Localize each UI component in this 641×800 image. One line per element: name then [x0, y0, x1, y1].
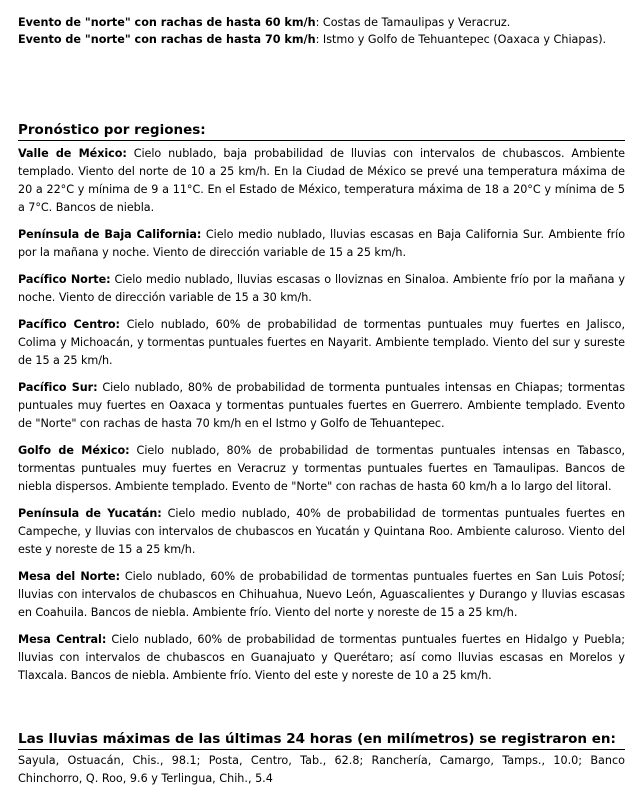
alert-line [18, 31, 625, 48]
region-pacifico-norte [18, 271, 625, 307]
forecast-document [18, 14, 625, 788]
alert-text: : Istmo y Golfo de Tehuantepec (Oaxaca y Chiapas). [315, 33, 607, 46]
region-name: Pacífico Centro: [18, 318, 120, 331]
region-name: Península de Yucatán: [18, 507, 162, 520]
region-text: Cielo nublado, baja probabilidad de lluvias con intervalos de chubascos. Ambiente templado. Viento del norte de 10 a 25 km/h. En la Ciudad de México se prevé una temperatura máxima de 20 a 22°C y mínima de 9 a 11°C. En el Estado de México, temperatura máxima de 18 a 20°C y mínima de 5 a 7°C. Bancos de niebla. [18, 147, 625, 214]
alert-text: : Costas de Tamaulipas y Veracruz. [315, 16, 511, 29]
region-pacifico-sur [18, 379, 625, 433]
region-name: Península de Baja California: [18, 228, 202, 241]
region-mesa-del-norte [18, 568, 625, 622]
alert-line [18, 14, 625, 31]
region-text: Cielo nublado, 80% de probabilidad de tormenta puntuales intensas en Chiapas; tormentas puntuales muy fuertes en Oaxaca y tormentas puntuales fuertes en Guerrero. Ambiente templado. Evento de "Norte" con rachas de hasta 70 km/h en el Istmo y Golfo de Tehuantepec. [18, 381, 625, 430]
region-text: Cielo nublado, 60% de probabilidad de tormentas puntuales fuertes en San Luis Potosí; lluvias con intervalos de chubascos en Chihuahua, Nuevo León, Aguascalientes y Durango y lluvias escasas en Coahuila. Bancos de niebla. Ambiente frío. Viento del norte y noreste de 15 a 25 km/h. [18, 570, 625, 619]
region-mesa-central [18, 631, 625, 685]
region-text: Cielo nublado, 60% de probabilidad de tormentas puntuales muy fuertes en Jalisco, Colima y Michoacán, y tormentas puntuales fuertes en Nayarit. Ambiente templado. Viento del sur y sureste de 15 a 25 km/h. [18, 318, 625, 367]
region-peninsula-de-yucatan [18, 505, 625, 559]
rainfall-records: Sayula, Ostuacán, Chis., 98.1; Posta, Centro, Tab., 62.8; Ranchería, Camargo, Tamps., 10.0; Banco Chinchorro, Q. Roo, 9.6 y Terlingua, Chih., 5.4 [18, 754, 625, 785]
region-name: Mesa del Norte: [18, 570, 121, 583]
region-name: Mesa Central: [18, 633, 107, 646]
region-valle-de-mexico [18, 145, 625, 217]
region-name: Golfo de México: [18, 444, 130, 457]
region-name: Valle de México: [18, 147, 127, 160]
region-golfo-de-mexico [18, 442, 625, 496]
region-name: Pacífico Sur: [18, 381, 98, 394]
region-name: Pacífico Norte: [18, 273, 111, 286]
section-title-max-rainfall: Las lluvias máximas de las últimas 24 horas (en milímetros) se registraron en: [18, 730, 625, 750]
region-text: Cielo nublado, 60% de probabilidad de tormentas puntuales fuertes en Hidalgo y Puebla; lluvias con intervalos de chubascos en Guanajuato y Querétaro; así como lluvias escasas en Morelos y Tlaxcala. Bancos de niebla. Ambiente frío. Viento del este y noreste de 10 a 25 km/h. [18, 633, 625, 682]
alert-title: Evento de "norte" con rachas de hasta 60 km/h [18, 16, 316, 29]
section-title-regional-forecast: Pronóstico por regiones: [18, 121, 625, 141]
region-baja-california [18, 226, 625, 262]
region-text: Cielo medio nublado, 40% de probabilidad de tormentas puntuales fuertes en Campeche, y lluvias con intervalos de chubascos en Yucatán y Quintana Roo. Ambiente caluroso. Viento del este y noreste de 15 a 25 km/h. [18, 507, 625, 556]
alert-title: Evento de "norte" con rachas de hasta 70 km/h [18, 33, 316, 46]
region-text: Cielo medio nublado, lluvias escasas o lloviznas en Sinaloa. Ambiente frío por la mañana y noche. Viento de dirección variable de 15 a 30 km/h. [18, 273, 625, 304]
region-pacifico-centro [18, 316, 625, 370]
region-text: Cielo nublado, 80% de probabilidad de tormentas puntuales intensas en Tabasco, tormentas puntuales muy fuertes en Veracruz y tormentas puntuales fuertes en Tamaulipas. Bancos de niebla dispersos. Ambiente templado. Evento de "Norte" con rachas de hasta 60 km/h a lo largo del litoral. [18, 444, 625, 493]
region-text: Cielo medio nublado, lluvias escasas en Baja California Sur. Ambiente frío por la mañana y noche. Viento de dirección variable de 15 a 25 km/h. [18, 228, 625, 259]
